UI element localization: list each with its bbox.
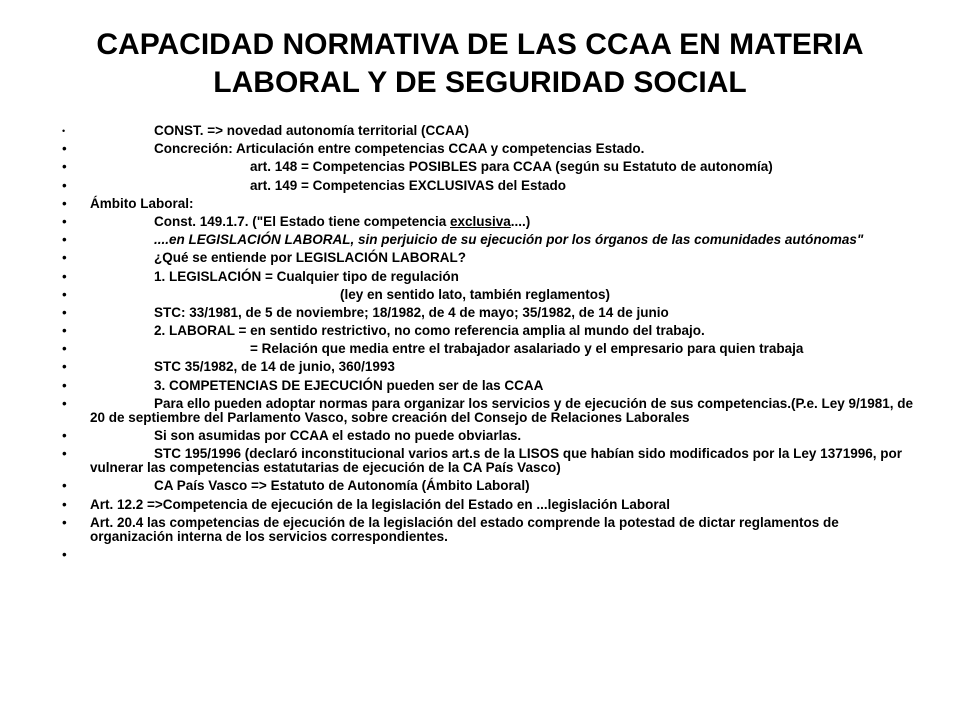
bullet-text: Ámbito Laboral: <box>90 195 194 211</box>
bullet-text: STC 35/1982, de 14 de junio, 360/1993 <box>154 359 395 375</box>
slide-title <box>0 26 960 102</box>
bullet-item <box>62 142 922 156</box>
bullet-text: CA País Vasco => Estatuto de Autonomía (Ámbito Laboral) <box>154 478 530 494</box>
bullet-item-empty <box>62 548 922 562</box>
bullet-item <box>62 251 922 265</box>
bullet-item <box>62 379 922 393</box>
bullet-item <box>62 160 922 174</box>
bullet-item <box>62 233 922 247</box>
bullet-text: Para ello pueden adoptar normas para organizar los servicios y de ejecución de sus competencias.(P.e. Ley 9/1981, de 20 de septiembre del Parlamento Vasco, sobre creación del Consejo de Relaciones Laborales <box>90 395 914 425</box>
bullet-text: 3. COMPETENCIAS DE EJECUCIÓN pueden ser de las CCAA <box>154 377 544 393</box>
underlined-word: exclusiva <box>450 213 511 229</box>
bullet-item <box>62 360 922 374</box>
bullet-item <box>62 479 922 493</box>
bullet-item <box>62 179 922 193</box>
slide-title-line-1: CAPACIDAD NORMATIVA DE LAS CCAA EN MATERIA <box>96 28 864 61</box>
bullet-item <box>62 342 922 356</box>
bullet-text: Si son asumidas por CCAA el estado no puede obviarlas. <box>154 428 522 443</box>
bullet-item <box>62 429 922 443</box>
bullet-text: 1. LEGISLACIÓN = Cualquier tipo de regulación <box>154 268 459 284</box>
slide-title-line-2: LABORAL Y DE SEGURIDAD SOCIAL <box>213 66 747 99</box>
bullet-text: STC 195/1996 (declaró inconstitucional varios art.s de la LISOS que habían sido modificados por la Ley 1371996, por vulnerar las competencias estatutarias de ejecución de la CA País Vasco) <box>90 446 902 476</box>
bullet-text: Concreción: Articulación entre competencias CCAA y competencias Estado. <box>154 141 645 157</box>
bullet-item <box>62 215 922 229</box>
bullet-text: Art. 20.4 las competencias de ejecución de la legislación del estado comprende la potestad de dictar reglamentos de organización interna de los servicios correspondientes. <box>90 514 839 544</box>
bullet-item <box>62 288 922 302</box>
bullet-item <box>62 306 922 320</box>
bullet-text: Art. 12.2 =>Competencia de ejecución de la legislación del Estado en ...legislación Laboral <box>90 496 670 512</box>
bullet-item <box>62 397 922 425</box>
bullet-text: Const. 149.1.7. ("El Estado tiene competencia <box>154 213 450 229</box>
bullet-item <box>62 324 922 338</box>
bullet-text: STC: 33/1981, de 5 de noviembre; 18/1982, de 4 de mayo; 35/1982, de 14 de junio <box>154 304 669 320</box>
bullet-text: CONST. => novedad autonomía territorial (CCAA) <box>154 123 470 138</box>
bullet-text: art. 148 = Competencias POSIBLES para CCAA (según su Estatuto de autonomía) <box>250 159 773 175</box>
bullet-item <box>62 498 922 512</box>
bullet-text: ¿Qué se entiende por LEGISLACIÓN LABORAL? <box>154 250 467 266</box>
bullet-item <box>62 124 922 138</box>
bullet-text: (ley en sentido lato, también reglamentos) <box>340 286 611 302</box>
bullet-list <box>62 124 922 566</box>
bullet-text: ....) <box>510 213 531 229</box>
bullet-item <box>62 197 922 211</box>
bullet-text: = Relación que media entre el trabajador asalariado y el empresario para quien trabaja <box>250 341 804 357</box>
bullet-text: art. 149 = Competencias EXCLUSIVAS del Estado <box>250 177 566 193</box>
bullet-item <box>62 447 922 475</box>
bullet-text: 2. LABORAL = en sentido restrictivo, no como referencia amplia al mundo del trabajo. <box>154 323 705 339</box>
bullet-text: ....en LEGISLACIÓN LABORAL, sin perjuicio de su ejecución por los órganos de las comunidades autónomas" <box>154 232 864 248</box>
bullet-item <box>62 516 922 544</box>
bullet-item <box>62 270 922 284</box>
